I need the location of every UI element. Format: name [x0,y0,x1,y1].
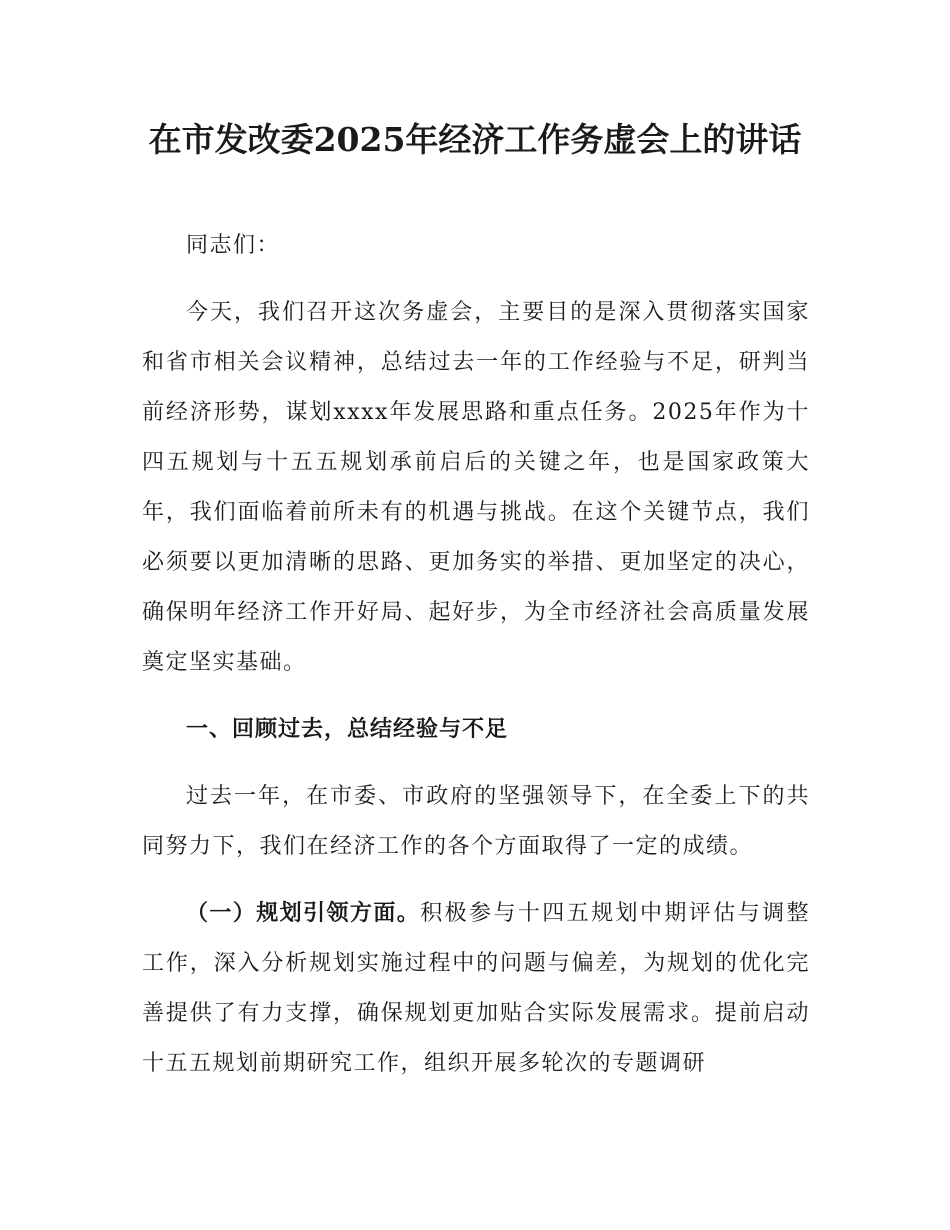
section-heading: 一、回顾过去，总结经验与不足 [186,717,509,742]
subsection-lead: （一）规划引领方面。 [186,901,421,926]
section-paragraph: 过去一年，在市委、市政府的坚强领导下，在全委上下的共同努力下，我们在经济工作的各个方面取得了一定的成绩。 [142,784,810,859]
greeting: 同志们： [186,233,281,258]
subsection-text: 积极参与十四五规划中期评估与调整工作，深入分析规划实施过程中的问题与偏差，为规划的优化完善提供了有力支撑，确保规划更加贴合实际发展需求。提前启动十五五规划前期研究工作，组织开展多轮次的专题调研 [142,901,810,1076]
document-title: 在市发改委2025年经济工作务虚会上的讲话 [148,120,802,159]
intro-paragraph: 今天，我们召开这次务虚会，主要目的是深入贯彻落实国家和省市相关会议精神，总结过去一年的工作经验与不足，研判当前经济形势，谋划xxxx年发展思路和重点任务。2025年作为十四五规划与十五五规划承前启后的关键之年，也是国家政策大年，我们面临着前所未有的机遇与挑战。在这个关键节点，我们必须要以更加清晰的思路、更加务实的举措、更加坚定的决心，确保明年经济工作开好局、起好步，为全市经济社会高质量发展奠定坚实基础。 [142,300,810,675]
document-body [142,221,810,1106]
subsection-paragraph [142,889,810,1089]
